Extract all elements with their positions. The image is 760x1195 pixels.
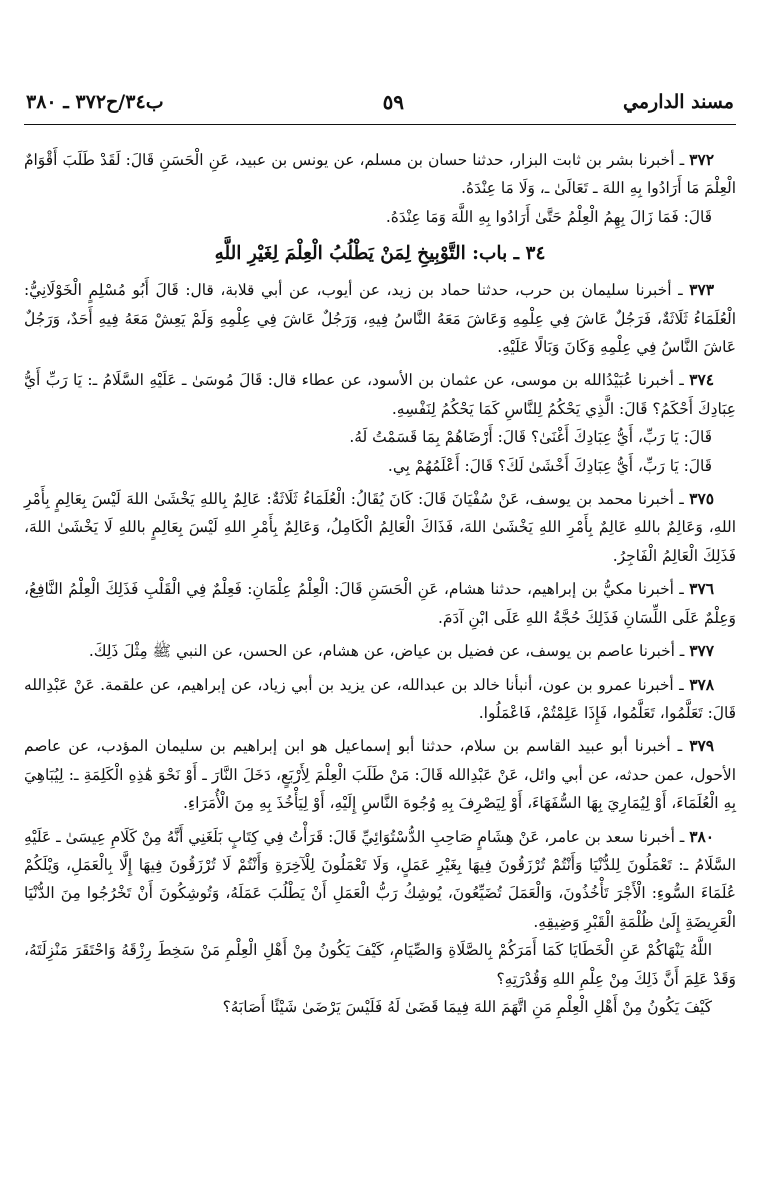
hadith-text: قَالَ: فَمَا زَالَ بِهِمُ الْعِلْمُ حَتَّىٰ أَرَادُوا بِهِ اللَّهَ وَمَا عِنْدَهُ. — [385, 207, 712, 226]
hadith-paragraph — [24, 732, 736, 817]
hadith-continuation — [24, 423, 736, 451]
hadith-continuation — [24, 203, 736, 231]
hadith-text: ـ أخبرنا عُبَيْدُالله بن موسى، عن عثمان بن الأسود، عن عطاء قال: قَالَ مُوسَىٰ ـ عَلَيْهِ السَّلَامُ ـ: يَا رَبِّ أَيُّ عِبَادِكَ أَحْكَمُ؟ قَالَ: الَّذِي يَحْكُمُ لِلنَّاسِ كَمَا يَحْكُمُ لِنَفْسِهِ. — [24, 371, 736, 418]
hadith-paragraph — [24, 366, 736, 423]
hadith-text: ـ أخبرنا عمرو بن عون، أنبأنا خالد بن عبدالله، عن يزيد بن أبي زياد، عن إبراهيم، عن علقمة. عَنْ عَبْدِالله قَالَ: تَعَلَّمُوا، تَعَلَّمُوا، فَإِذَا عَلِمْتُمْ، فَاعْمَلُوا. — [24, 675, 736, 722]
hadith-number: ٣٧٤ — [689, 371, 714, 390]
hadith-text: ـ أخبرنا أبو عبيد القاسم بن سلام، حدثنا أبو إسماعيل هو ابن إبراهيم بن سليمان المؤدب، عن عاصم الأحول، عمن حدثه، عن أبي وائل، عَنْ عَبْدِالله قَالَ: مَنْ طَلَبَ الْعِلْمَ لِأَرْبَعٍ، دَخَلَ النَّارَ ـ أَوْ نَحْوَ هَٰذِهِ الْكَلِمَةِ ـ: لِيُبَاهِيَ بِهِ الْعُلَمَاءَ، أَوْ لِيُمَارِيَ بِهَا السُّفَهَاءَ، أَوْ لِيَصْرِفَ بِهِ وُجُوهَ النَّاسِ إِلَيْهِ، أَوْ لِيَأْخُذَ بِهِ مِنَ الْأُمَرَاءِ. — [24, 737, 736, 813]
hadith-paragraph — [24, 575, 736, 632]
header-rule — [24, 124, 736, 125]
hadith-paragraph — [24, 146, 736, 203]
chapter-heading: ٣٤ ـ باب: التَّوْبِيخِ لِمَنْ يَطْلُبُ الْعِلْمَ لِغَيْرِ اللَّهِ — [214, 243, 546, 265]
hadith-paragraph — [24, 485, 736, 570]
hadith-text: ـ أخبرنا بشر بن ثابت البزار، حدثنا حسان بن مسلم، عن يونس بن عبيد، عَنِ الْحَسَنِ قَالَ: لَقَدْ طَلَبَ أَقْوَامٌ الْعِلْمَ مَا أَرَادُوا بِهِ اللهَ ـ تَعَالَىٰ ـ، وَلَا مَا عِنْدَهُ. — [24, 151, 736, 198]
page-body — [24, 146, 736, 1021]
hadith-continuation — [24, 452, 736, 480]
hadith-paragraph — [24, 637, 736, 665]
hadith-number: ٣٧٢ — [689, 151, 714, 169]
hadith-number: ٣٧٥ — [689, 490, 714, 509]
hadith-number: ٣٨٠ — [689, 827, 714, 846]
hadith-text: كَيْفَ يَكُونُ مِنْ أَهْلِ الْعِلْمِ مَنِ اتَّهَمَ اللهَ فِيمَا قَضَىٰ لَهُ فَلَيْسَ يَرْضَىٰ شَيْئًا أَصَابَهُ؟ — [222, 997, 712, 1016]
hadith-text: قَالَ: يَا رَبِّ، أَيُّ عِبَادِكَ أَغْنَىٰ؟ قَالَ: أَرْضَاهُمْ بِمَا قَسَمْتُ لَهُ. — [349, 428, 712, 447]
hadith-text: ـ أخبرنا مكيُّ بن إبراهيم، حدثنا هشام، عَنِ الْحَسَنِ قَالَ: الْعِلْمُ عِلْمَانِ: فَعِلْمٌ فِي الْقَلْبِ فَذَلِكَ الْعِلْمُ النَّافِعُ، وَعِلْمٌ عَلَى اللِّسَانِ فَذَلِكَ حُجَّةُ اللهِ عَلَى ابْنِ آدَمَ. — [24, 580, 736, 627]
book-title: مسند الدارمي — [623, 91, 734, 113]
hadith-number: ٣٧٩ — [689, 737, 714, 756]
hadith-paragraph — [24, 671, 736, 728]
hadith-text: ـ أخبرنا سعد بن عامر، عَنْ هِشَامٍ صَاحِبِ الدُّسْتُوَائِيِّ قَالَ: قَرَأْتُ فِي كِتَابٍ بَلَغَنِي أَنَّهُ مِنْ كَلَامِ عِيسَىٰ ـ عَلَيْهِ السَّلَامُ ـ: تَعْمَلُونَ لِلدُّنْيَا وَأَنْتُمْ تُرْزَقُونَ فِيهَا بِغَيْرِ عَمَلٍ، وَلَا تَعْمَلُونَ لِلْآخِرَةِ وَأَنْتُمْ لَا تُرْزَقُونَ فِيهَا إِلَّا بِالْعَمَلِ، وَيْلَكُمْ عُلَمَاءَ السُّوءِ: الْأَجْرَ تَأْخُذُونَ، وَالْعَمَلَ تُضَيِّعُونَ، يُوشِكُ رَبُّ الْعَمَلِ أَنْ يَطْلُبَ عَمَلَهُ، وَتُوشِكُونَ أَنْ تَخْرُجُوا مِنَ الدُّنْيَا الْعَرِيضَةِ إِلَىٰ ظُلْمَةِ الْقَبْرِ وَضِيقِهِ. — [24, 827, 736, 931]
hadith-text: ـ أخبرنا عاصم بن يوسف، عن فضيل بن عياض، عن هشام، عن الحسن، عن النبي ﷺ مِثْلَ ذَلِكَ. — [88, 642, 685, 661]
hadith-paragraph — [24, 823, 736, 937]
section-reference: ب٣٤/ح٣٧٢ ـ ٣٨٠ — [26, 91, 164, 113]
hadith-number: ٣٧٧ — [689, 642, 714, 661]
hadith-text: ـ أخبرنا سليمان بن حرب، حدثنا حماد بن زيد، عن أيوب، عن أبي قلابة، قال: قَالَ أَبُو مُسْلِمٍ الْخَوْلَانِيُّ: الْعُلَمَاءُ ثَلَاثَةٌ، فَرَجُلٌ عَاشَ فِي عِلْمِهِ وَعَاشَ مَعَهُ النَّاسُ فِيهِ، وَرَجُلٌ عَاشَ فِي عِلْمِهِ وَلَمْ يَعِشْ مَعَهُ فِيهِ أَحَدٌ، وَرَجُلٌ عَاشَ النَّاسُ فِي عِلْمِهِ وَكَانَ وَبَالًا عَلَيْهِ. — [24, 281, 736, 357]
hadith-paragraph — [24, 276, 736, 361]
hadith-continuation — [24, 993, 736, 1021]
hadith-text: اللَّهُ يَنْهَاكُمْ عَنِ الْخَطَايَا كَمَا أَمَرَكُمْ بِالصَّلَاةِ وَالصِّيَامِ، كَيْفَ يَكُونُ مِنْ أَهْلِ الْعِلْمِ مَنْ سَخِطَ رِزْقَهُ وَاحْتَقَرَ مَنْزِلَتَهُ، وَقَدْ عَلِمَ أَنَّ ذَلِكَ مِنْ عِلْمِ اللهِ وَقُدْرَتِهِ؟ — [24, 941, 736, 988]
hadith-number: ٣٧٦ — [689, 580, 714, 599]
hadith-number: ٣٧٨ — [689, 675, 714, 694]
page-number: ٥٩ — [382, 90, 405, 114]
hadith-text: ـ أخبرنا محمد بن يوسف، عَنْ سُفْيَانَ قَالَ: كَانَ يُقَالُ: الْعُلَمَاءُ ثَلَاثَةٌ: عَالِمٌ بِاللهِ يَخْشَىٰ اللهَ لَيْسَ بِعَالِمٍ بِأَمْرِ اللهِ، وَعَالِمٌ باللهِ عَالِمٌ بِأَمْرِ اللهِ يَخْشَىٰ اللهَ، فَذَاكَ الْعَالِمُ الْكَامِلُ، وَعَالِمٌ بِأَمْرِ اللهِ لَيْسَ بِعَالِمٍ باللهِ لَا يَخْشَىٰ اللهَ، فَذَلِكَ الْعَالِمُ الْفَاجِرُ. — [24, 490, 736, 565]
hadith-continuation — [24, 936, 736, 993]
hadith-text: قَالَ: يَا رَبِّ، أَيُّ عِبَادِكَ أَخْشَىٰ لَكَ؟ قَالَ: أَعْلَمُهُمْ بِي. — [387, 456, 712, 475]
hadith-number: ٣٧٣ — [689, 281, 714, 300]
running-header — [26, 82, 734, 122]
